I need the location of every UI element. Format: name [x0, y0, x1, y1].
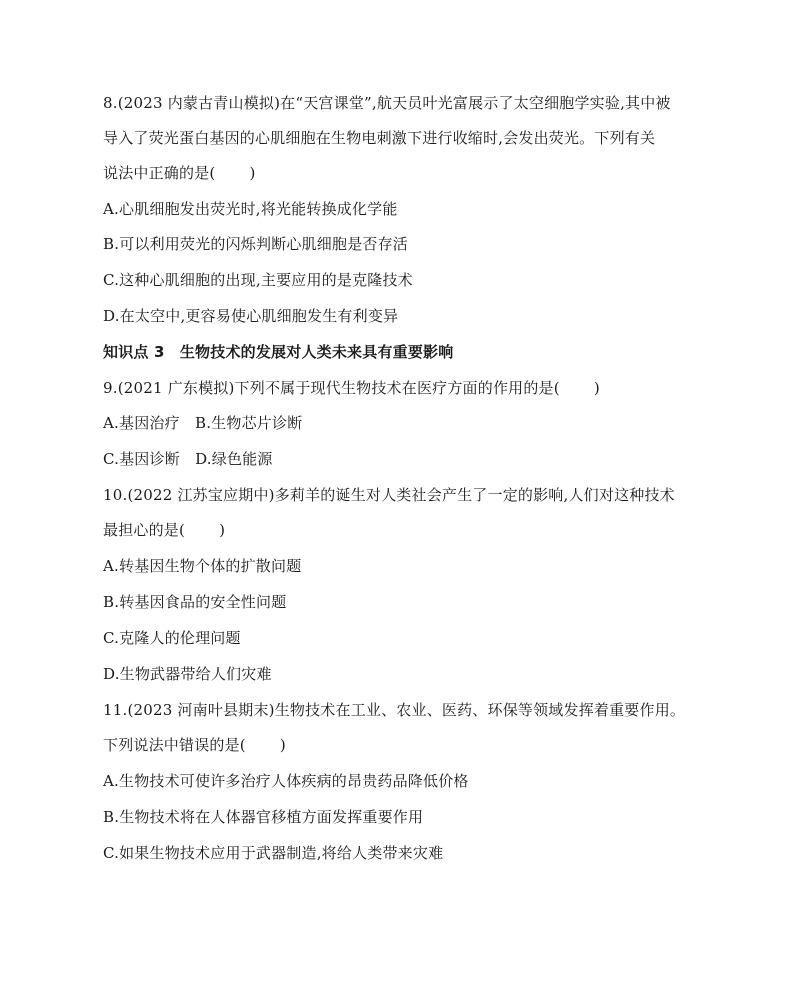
q9-stem-line-1: [103, 378, 600, 398]
q9-options-row-1: A.基因治疗 B.生物芯片诊断: [103, 414, 303, 432]
q9-close-paren: ): [593, 379, 600, 397]
q10-stem-line-1: 10.(2022 江苏宝应期中)多莉羊的诞生对人类社会产生了一定的影响,人们对这种技术: [103, 486, 675, 504]
q10-close-paren: ): [219, 521, 226, 539]
q10-stem-line-2: [103, 520, 225, 540]
q11-stem-line-2: [103, 735, 286, 755]
q11-close-paren: ): [279, 736, 286, 754]
q8-close-paren: ): [249, 164, 256, 182]
q11-stem-line-1: 11.(2023 河南叶县期末)生物技术在工业、农业、医药、环保等领域发挥着重要作用。: [103, 701, 686, 719]
q8-stem-text: 说法中正确的是(: [103, 164, 216, 182]
q11-stem-text: 下列说法中错误的是(: [103, 736, 246, 754]
q8-stem-line-2: 导入了荧光蛋白基因的心肌细胞在生物电刺激下进行收缩时,会发出荧光。下列有关: [103, 129, 656, 147]
q11-option-a: A.生物技术可使许多治疗人体疾病的昂贵药品降低价格: [103, 772, 469, 790]
q11-option-c: C.如果生物技术应用于武器制造,将给人类带来灾难: [103, 844, 444, 862]
q8-option-b: B.可以利用荧光的闪烁判断心肌细胞是否存活: [103, 235, 408, 253]
q11-option-b: B.生物技术将在人体器官移植方面发挥重要作用: [103, 808, 424, 826]
q10-option-d: D.生物武器带给人们灾难: [103, 665, 272, 683]
q8-option-a: A.心肌细胞发出荧光时,将光能转换成化学能: [103, 200, 398, 218]
q10-stem-text: 最担心的是(: [103, 521, 186, 539]
section-heading-3: 知识点 3 生物技术的发展对人类未来具有重要影响: [103, 343, 454, 361]
q8-stem-line-1: 8.(2023 内蒙古青山模拟)在“天宫课堂”,航天员叶光富展示了太空细胞学实验,其中被: [103, 94, 671, 112]
q10-option-a: A.转基因生物个体的扩散问题: [103, 557, 302, 575]
q8-option-c: C.这种心肌细胞的出现,主要应用的是克隆技术: [103, 271, 413, 289]
q9-options-row-2: C.基因诊断 D.绿色能源: [103, 450, 273, 468]
q10-option-c: C.克隆人的伦理问题: [103, 629, 241, 647]
q8-option-d: D.在太空中,更容易使心肌细胞发生有利变异: [103, 307, 399, 325]
q8-stem-line-3: [103, 163, 256, 183]
q9-stem-text: 9.(2021 广东模拟)下列不属于现代生物技术在医疗方面的作用的是(: [103, 379, 560, 397]
q10-option-b: B.转基因食品的安全性问题: [103, 593, 287, 611]
